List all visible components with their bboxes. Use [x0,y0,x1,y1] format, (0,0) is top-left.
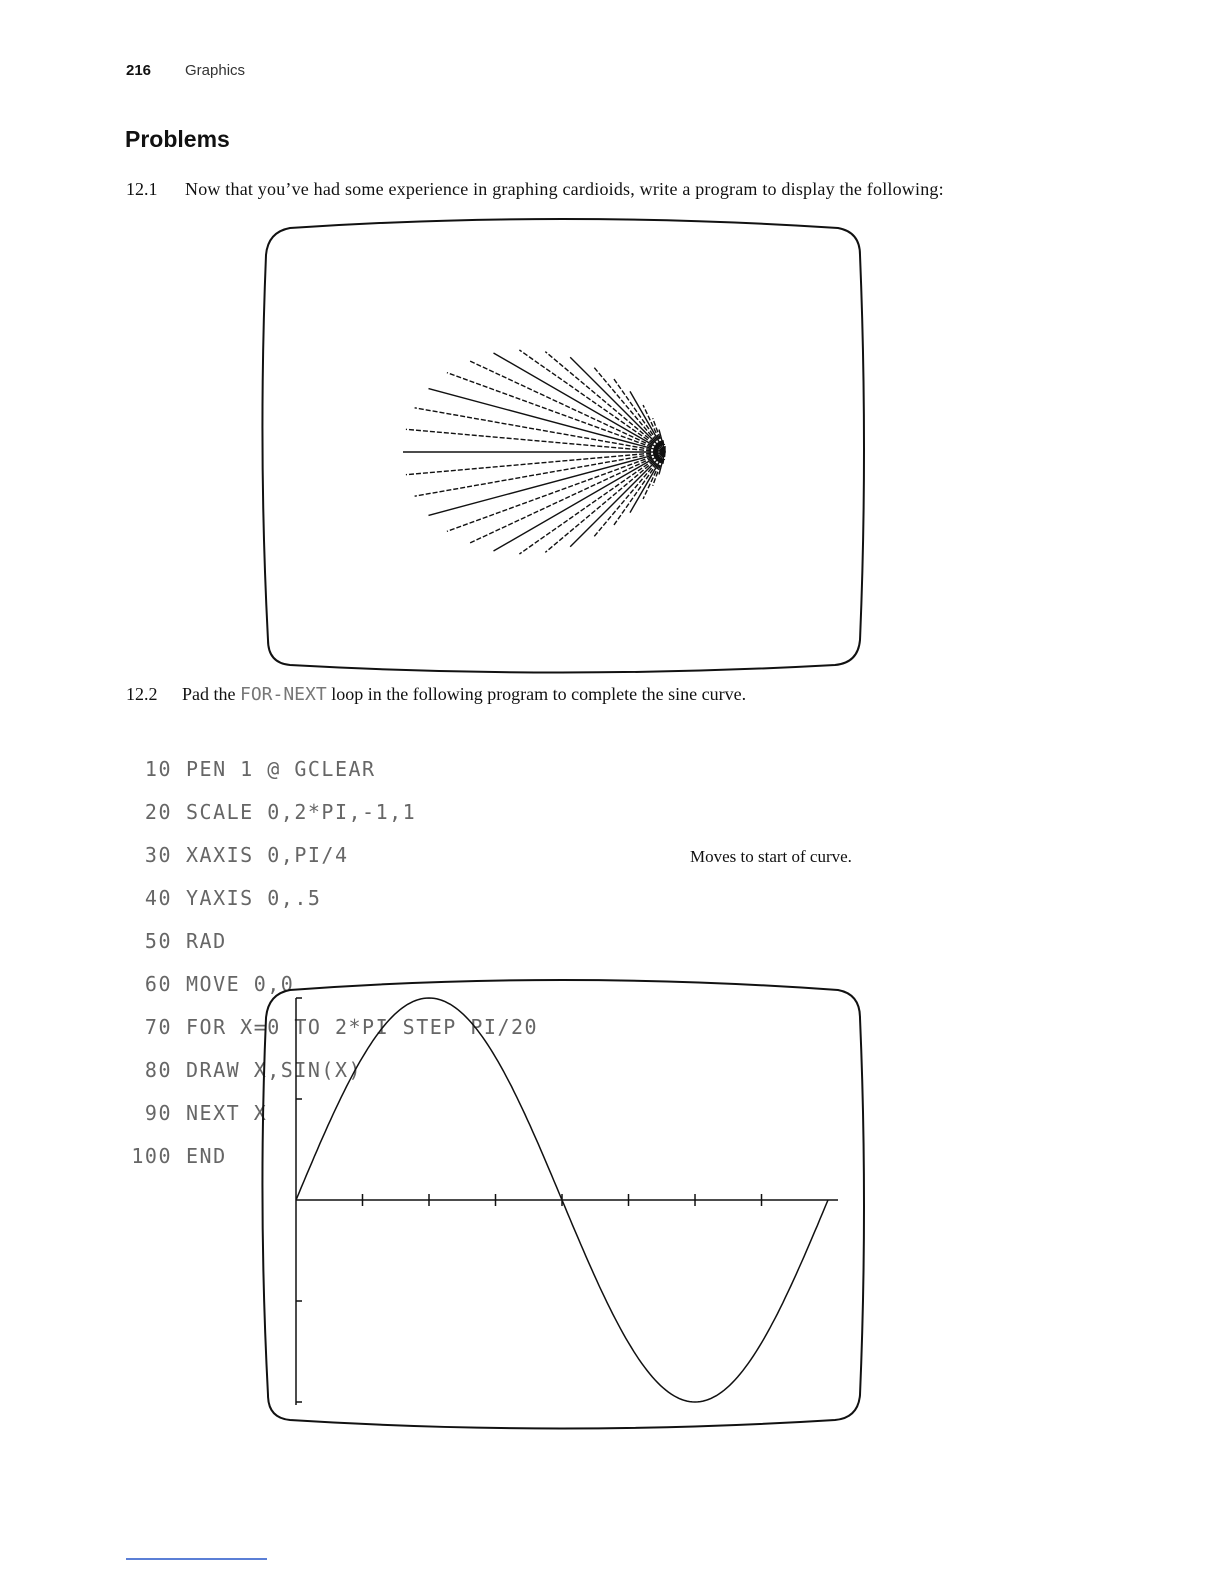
line-number: 70 [144,1014,172,1039]
code-text: DRAW X,SIN(X) [186,1057,363,1082]
ray [429,389,666,452]
footnote-rule [126,1558,267,1560]
code-text: SCALE 0,2*PI,-1,1 [186,799,417,824]
ray [545,452,665,552]
line-number: 50 [144,928,172,953]
code-line [120,1143,538,1168]
problem-text: Now that you’ve had some experience in graphing cardioids, write a program to display the following: [185,179,944,199]
ray [406,452,665,475]
code-line [120,1100,538,1125]
line-number: 80 [144,1057,172,1082]
ray [519,452,665,554]
line-number: 90 [144,1100,172,1125]
ray [429,452,666,515]
line-number: 60 [144,971,172,996]
code-line [120,928,538,953]
code-text: FOR X=0 TO 2*PI STEP PI/20 [186,1014,539,1039]
ray [519,350,665,452]
problem-number: 12.2 [126,684,158,704]
inline-code: FOR-NEXT [240,684,327,705]
program-listing [120,737,538,1189]
code-text: RAD [186,928,227,953]
section-title: Graphics [185,62,246,79]
line-number: 20 [144,799,172,824]
line-number: 100 [131,1143,172,1168]
ray [545,352,665,452]
screen-frame [262,219,864,673]
ray-group [403,350,665,554]
code-text: END [186,1143,227,1168]
page-number: 216 [126,62,152,79]
text-before: Pad the [182,684,236,704]
code-line [120,842,538,867]
code-line [120,885,538,910]
code-text: YAXIS 0,.5 [186,885,322,910]
code-line [120,971,538,996]
code-text: NEXT X [186,1100,268,1125]
line-number: 40 [144,885,172,910]
code-line [120,756,538,781]
code-text: MOVE 0,0 [186,971,295,996]
problem-text [182,684,746,705]
ray [469,452,665,543]
problem-number: 12.1 [126,179,158,199]
page-title: Problems [125,126,230,152]
text-after: loop in the following program to complete the sine curve. [331,684,747,704]
ray [406,429,665,452]
code-comment: Moves to start of curve. [690,847,852,866]
line-number: 10 [144,756,172,781]
code-line [120,799,538,824]
ray [469,361,665,452]
code-line [120,1057,538,1082]
line-number: 30 [144,842,172,867]
code-line [120,1014,539,1039]
code-text: XAXIS 0,PI/4 [186,842,349,867]
code-text: PEN 1 @ GCLEAR [186,756,376,781]
